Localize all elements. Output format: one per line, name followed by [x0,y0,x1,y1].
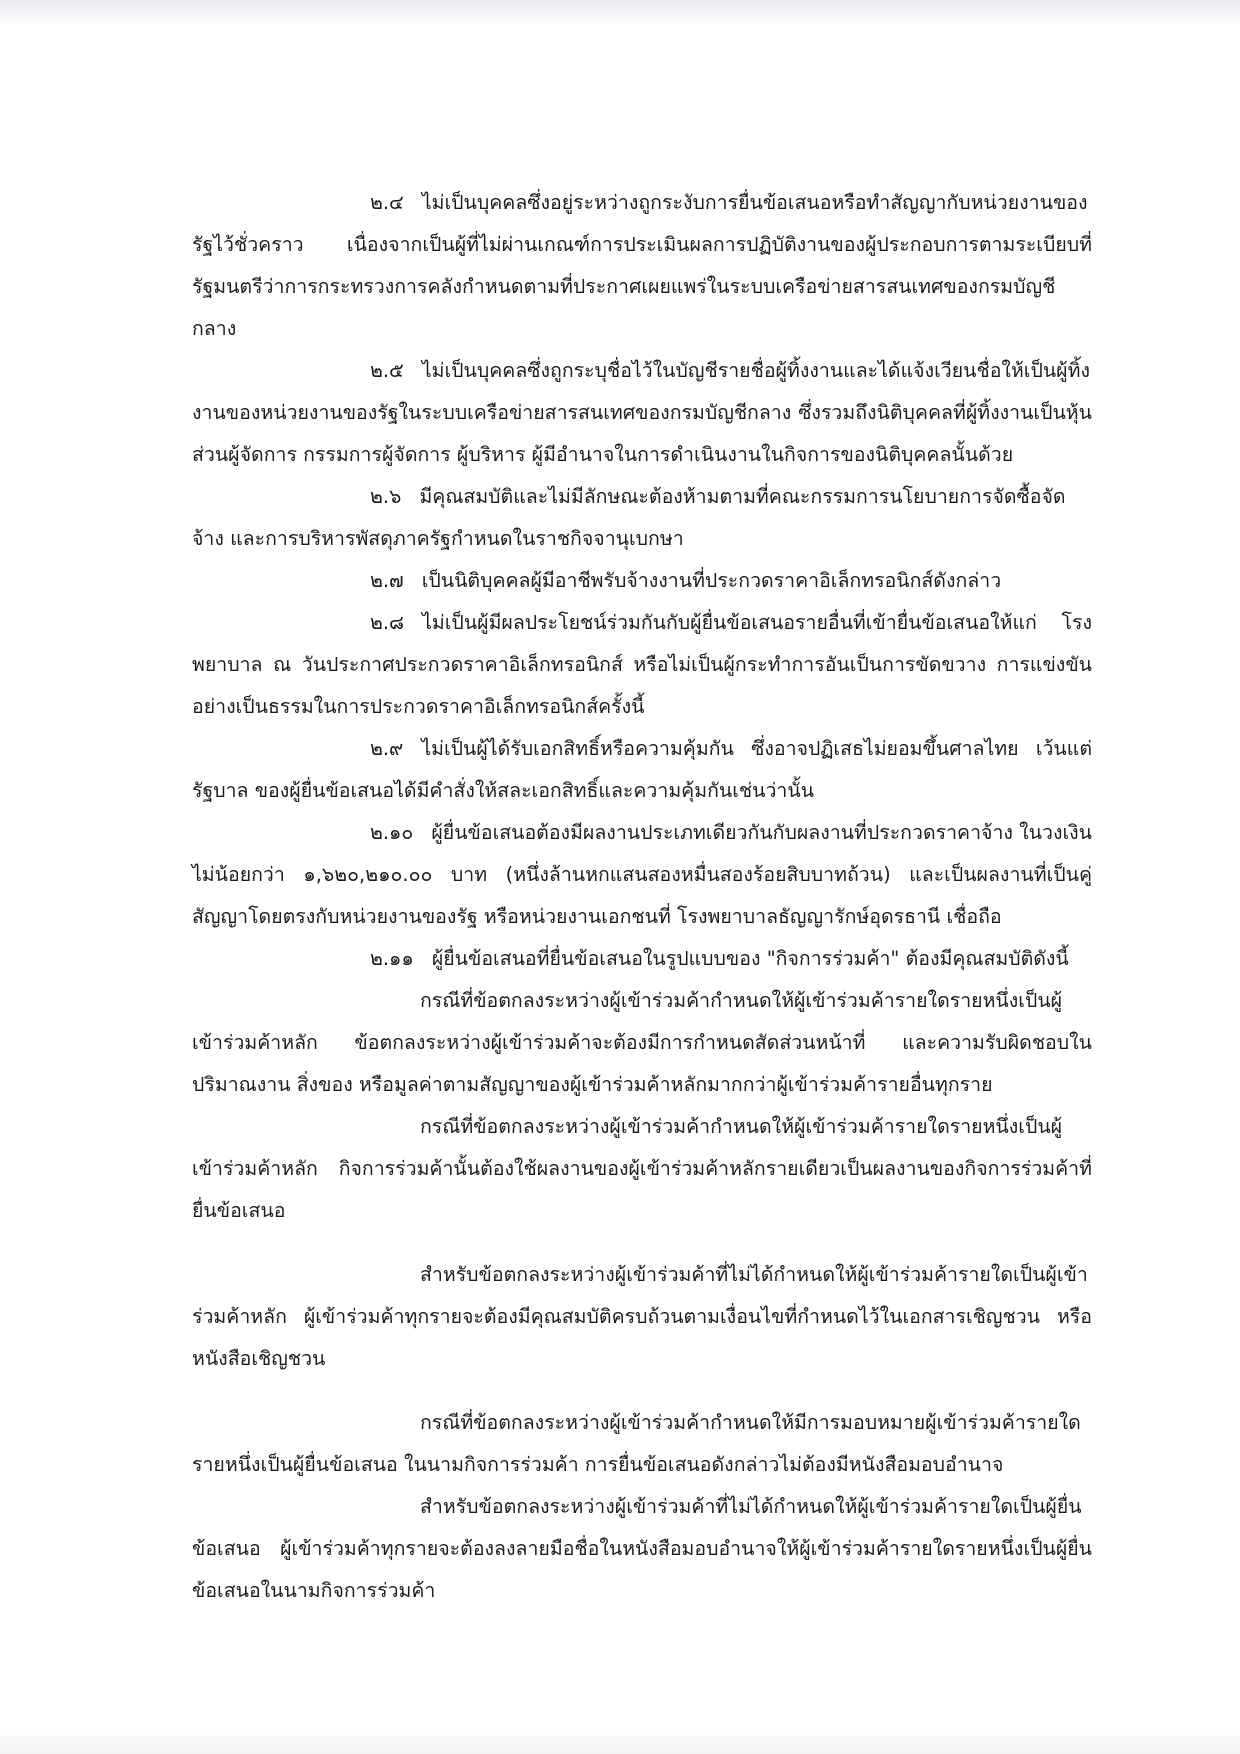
clause-2-8 [192,602,1092,728]
clause-2-6 [192,476,1092,560]
joint-venture-subclause: กรณีที่ข้อตกลงระหว่างผู้เข้าร่วมค้ากำหนดให้มีการมอบหมายผู้เข้าร่วมค้ารายใดรายหนึ่งเป็นผู้ยื่นข้อเสนอ ในนามกิจการร่วมค้า การยื่นข้อเสนอดังกล่าวไม่ต้องมีหนังสือมอบอำนาจ [192,1411,1081,1476]
clause-2-5 [192,350,1092,476]
clause-2-9 [192,728,1092,812]
clause-text: ผู้ยื่นข้อเสนอที่ยื่นข้อเสนอในรูปแบบของ "กิจการร่วมค้า" ต้องมีคุณสมบัติดังนี้ [431,947,1069,970]
clause-text: เป็นนิติบุคคลผู้มีอาชีพรับจ้างงานที่ประกวดราคาอิเล็กทรอนิกส์ดังกล่าว [421,569,1002,592]
clause-number: ๒.๗ [370,569,404,592]
clause-number: ๒.๘ [370,611,405,634]
clause-text: ไม่เป็นผู้ได้รับเอกสิทธิ์หรือความคุ้มกัน ซึ่งอาจปฏิเสธไม่ยอมขึ้นศาลไทย เว้นแต่รัฐบาล ของผู้ยื่นข้อเสนอได้มีคำสั่งให้สละเอกสิทธิ์และความคุ้มกันเช่นว่านั้น [192,737,1092,802]
clause-text: ผู้ยื่นข้อเสนอต้องมีผลงานประเภทเดียวกันกับผลงานที่ประกวดราคาจ้าง ในวงเงินไม่น้อยกว่า ๑,๖๒๐,๒๑๐.๐๐ บาท (หนึ่งล้านหกแสนสองหมื่นสองร้อยสิบบาทถ้วน) และเป็นผลงานที่เป็นคู่สัญญาโดยตรงกับหน่วยงานของรัฐ หรือหน่วยงานเอกชนที่ โรงพยาบาลธัญญารักษ์อุดรธานี เชื่อถือ [192,821,1092,928]
joint-venture-subclause: กรณีที่ข้อตกลงระหว่างผู้เข้าร่วมค้ากำหนดให้ผู้เข้าร่วมค้ารายใดรายหนึ่งเป็นผู้เข้าร่วมค้าหลัก ข้อตกลงระหว่างผู้เข้าร่วมค้าจะต้องมีการกำหนดสัดส่วนหน้าที่ และความรับผิดชอบในปริมาณงาน สิ่งของ หรือมูลค่าตามสัญญาของผู้เข้าร่วมค้าหลักมากกว่าผู้เข้าร่วมค้ารายอื่นทุกราย [192,989,1092,1096]
clause-2-11 [192,938,1092,980]
clause-number: ๒.๕ [370,359,404,382]
joint-venture-subclause: สำหรับข้อตกลงระหว่างผู้เข้าร่วมค้าที่ไม่ได้กำหนดให้ผู้เข้าร่วมค้ารายใดเป็นผู้เข้าร่วมค้าหลัก ผู้เข้าร่วมค้าทุกรายจะต้องมีคุณสมบัติครบถ้วนตามเงื่อนไขที่กำหนดไว้ในเอกสารเชิญชวน หรือหนังสือเชิญชวน [192,1263,1092,1370]
clause-number: ๒.๔ [370,191,404,214]
clause-2-7 [192,560,1092,602]
scan-edge-top [0,0,1240,24]
clause-number: ๒.๑๐ [370,821,414,844]
clause-2-10 [192,812,1092,938]
clause-text: ไม่เป็นบุคคลซึ่งถูกระบุชื่อไว้ในบัญชีรายชื่อผู้ทิ้งงานและได้แจ้งเวียนชื่อให้เป็นผู้ทิ้งงานของหน่วยงานของรัฐในระบบเครือข่ายสารสนเทศของกรมบัญชีกลาง ซึ่งรวมถึงนิติบุคคลที่ผู้ทิ้งงานเป็นหุ้นส่วนผู้จัดการ กรรมการผู้จัดการ ผู้บริหาร ผู้มีอำนาจในการดำเนินงานในกิจการของนิติบุคคลนั้นด้วย [192,359,1092,466]
clause-text: มีคุณสมบัติและไม่มีลักษณะต้องห้ามตามที่คณะกรรมการนโยบายการจัดซื้อจัดจ้าง และการบริหารพัสดุภาครัฐกำหนดในราชกิจจานุเบกษา [192,485,1066,550]
document-body [192,182,1092,1612]
clause-2-4 [192,182,1092,350]
clause-number: ๒.๙ [370,737,404,760]
scan-edge-bottom [0,1724,1240,1754]
clause-number: ๒.๖ [370,485,402,508]
clause-text: ไม่เป็นบุคคลซึ่งอยู่ระหว่างถูกระงับการยื่นข้อเสนอหรือทำสัญญากับหน่วยงานของรัฐไว้ชั่วคราว เนื่องจากเป็นผู้ที่ไม่ผ่านเกณฑ์การประเมินผลการปฏิบัติงานของผู้ประกอบการตามระเบียบที่รัฐมนตรีว่าการกระทรวงการคลังกำหนดตามที่ประกาศเผยแพร่ในระบบเครือข่ายสารสนเทศของกรมบัญชีกลาง [192,191,1092,340]
joint-venture-subclause: สำหรับข้อตกลงระหว่างผู้เข้าร่วมค้าที่ไม่ได้กำหนดให้ผู้เข้าร่วมค้ารายใดเป็นผู้ยื่นข้อเสนอ ผู้เข้าร่วมค้าทุกรายจะต้องลงลายมือชื่อในหนังสือมอบอำนาจให้ผู้เข้าร่วมค้ารายใดรายหนึ่งเป็นผู้ยื่นข้อเสนอในนามกิจการร่วมค้า [192,1495,1092,1602]
clause-text: ไม่เป็นผู้มีผลประโยชน์ร่วมกันกับผู้ยื่นข้อเสนอรายอื่นที่เข้ายื่นข้อเสนอให้แก่ โรงพยาบาล ณ วันประกาศประกวดราคาอิเล็กทรอนิกส์ หรือไม่เป็นผู้กระทำการอันเป็นการขัดขวาง การแข่งขันอย่างเป็นธรรมในการประกวดราคาอิเล็กทรอนิกส์ครั้งนี้ [192,611,1092,718]
joint-venture-subclause: กรณีที่ข้อตกลงระหว่างผู้เข้าร่วมค้ากำหนดให้ผู้เข้าร่วมค้ารายใดรายหนึ่งเป็นผู้เข้าร่วมค้าหลัก กิจการร่วมค้านั้นต้องใช้ผลงานของผู้เข้าร่วมค้าหลักรายเดียวเป็นผลงานของกิจการร่วมค้าที่ยื่นข้อเสนอ [192,1115,1092,1222]
clause-number: ๒.๑๑ [370,947,414,970]
